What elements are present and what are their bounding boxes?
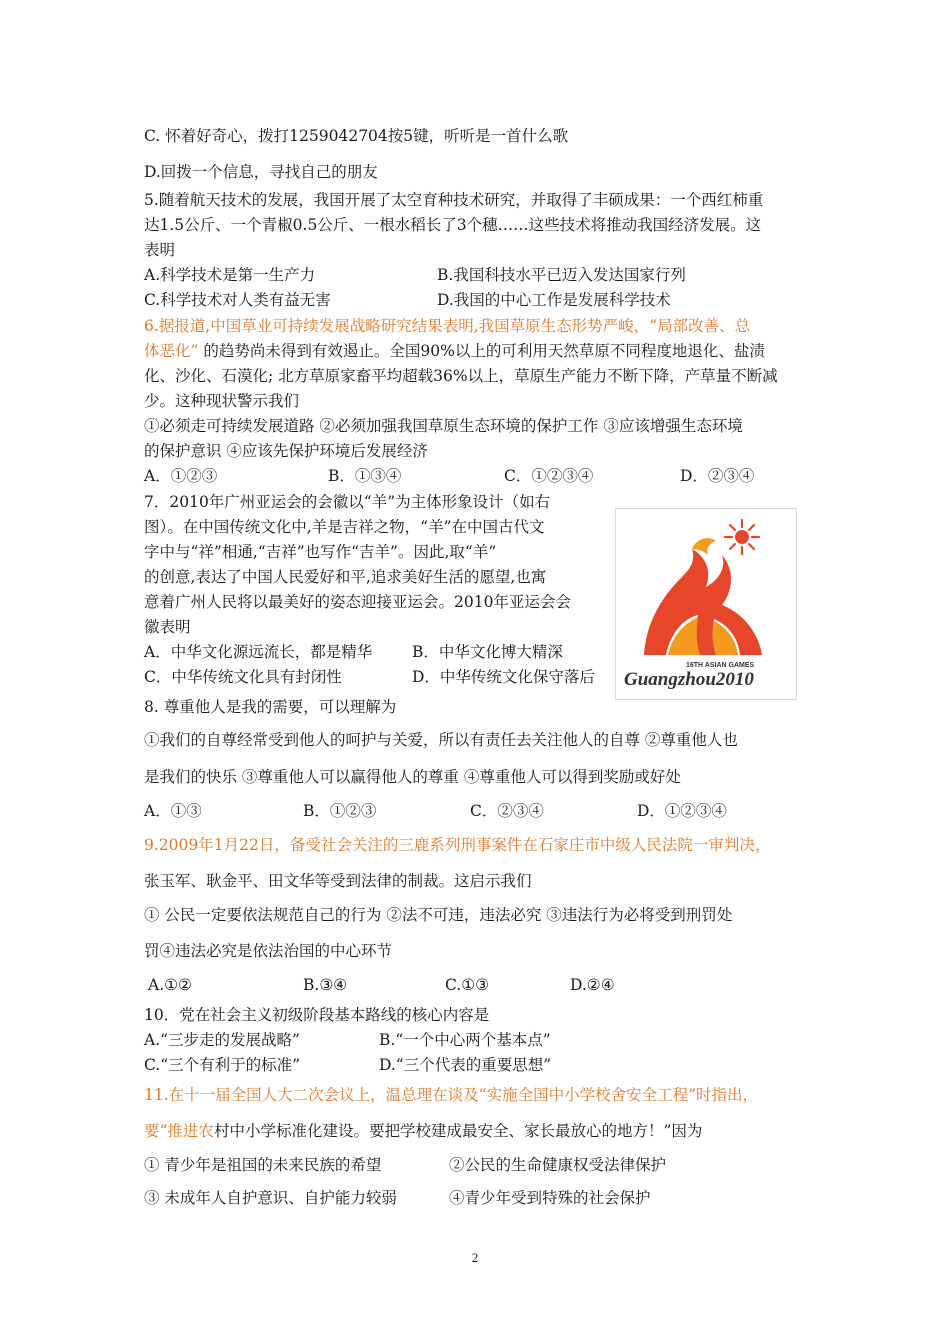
- q6-option-c: C．①②③④: [504, 467, 594, 485]
- q8-option-a: A．①③: [144, 802, 202, 820]
- q9-option-c: C.①③: [445, 976, 490, 994]
- q5-stem-line2: 达1.5公斤、一个青椒0.5公斤、一根水稻长了3个穗……这些技术将推动我国经济发展。这: [144, 216, 762, 234]
- q5-option-d: D.我国的中心工作是发展科学技术: [437, 291, 671, 309]
- logo-caption-main: Guangzhou2010: [624, 669, 754, 690]
- q10-stem: 10．党在社会主义初级阶段基本路线的核心内容是: [144, 1006, 490, 1024]
- q8-statements-line1: ①我们的自尊经常受到他人的呵护与关爱，所以有责任去关注他人的自尊 ②尊重他人也: [144, 731, 738, 749]
- q6-stem-line1: 6.据报道,中国草业可持续发展战略研究结果表明,我国草原生态形势严峻，“局部改善、总: [144, 317, 751, 335]
- q9-statements-line2: 罚④违法必究是依法治国的中心环节: [144, 942, 393, 960]
- q7-stem-line3: 字中与“祥”相通,“吉祥”也写作“吉羊”。因此,取“羊”: [144, 543, 497, 561]
- q9-statements-line1: ① 公民一定要依法规范自己的行为 ②法不可违，违法必究 ③违法行为必将受到刑罚处: [144, 906, 733, 924]
- q6-stem-line2-rest: 的趋势尚未得到有效遏止。全国90%以上的可利用天然草原不同程度地退化、盐渍: [203, 342, 765, 360]
- q11-statement-2: ②公民的生命健康权受法律保护: [449, 1156, 667, 1174]
- q8-stem-line1: 8. 尊重他人是我的需要，可以理解为: [144, 698, 397, 716]
- q7-option-b: B．中华文化博大精深: [412, 643, 563, 661]
- q8-option-c: C．②③④: [470, 802, 544, 820]
- q10-option-c: C.“三个有利于的标准”: [144, 1056, 301, 1074]
- q6-stem-line2: [144, 341, 765, 361]
- q5-option-c: C.科学技术对人类有益无害: [144, 291, 331, 309]
- goat-emblem-icon: [616, 509, 796, 699]
- q9-option-b: B.③④: [303, 976, 348, 994]
- asian-games-logo: [615, 508, 797, 700]
- q5-stem-line1: 5.随着航天技术的发展，我国开展了太空育种技术研究，并取得了丰硕成果：一个西红柿重: [144, 191, 764, 209]
- q9-option-a: A.①②: [148, 976, 192, 994]
- q4-option-d: D.回拨一个信息，寻找自己的朋友: [144, 163, 378, 181]
- logo-caption-top: 16TH ASIAN GAMES: [686, 662, 755, 669]
- q11-stem-line1: 11.在十一届全国人大二次会议上，温总理在谈及“实施全国中小学校舍安全工程”时指出，: [144, 1086, 759, 1104]
- q8-option-b: B．①②③: [303, 802, 377, 820]
- q6-option-a: A．①②③: [144, 467, 218, 485]
- q8-statements-line2: 是我们的快乐 ③尊重他人可以赢得他人的尊重 ④尊重他人可以得到奖励或好处: [144, 768, 681, 786]
- q7-option-d: D．中华传统文化保守落后: [412, 668, 595, 686]
- q8-option-d: D．①②③④: [637, 802, 727, 820]
- q11-statement-3: ③ 未成年人自护意识、自护能力较弱: [144, 1189, 397, 1207]
- q7-stem-line4: 的创意,表达了中国人民爱好和平,追求美好生活的愿望,也寓: [144, 568, 547, 586]
- q9-option-d: D.②④: [570, 976, 615, 994]
- q11-stem-line2-rest: 村中小学标准化建设。要把学校建成最安全、家长最放心的地方！”因为: [213, 1122, 703, 1140]
- q7-option-a: A．中华文化源远流长，都是精华: [144, 643, 373, 661]
- q5-option-b: B.我国科技水平已迈入发达国家行列: [437, 266, 686, 284]
- page-number: 2: [471, 1250, 479, 1265]
- q6-highlight: 体恶化”: [144, 342, 199, 360]
- q5-option-a: A.科学技术是第一生产力: [144, 266, 316, 284]
- q10-option-b: B.“一个中心两个基本点”: [379, 1031, 551, 1049]
- q9-stem-line1: 9.2009年1月22日，备受社会关注的三鹿系列刑事案件在石家庄市中级人民法院一审判决，: [144, 836, 771, 854]
- q9-stem-line2: 张玉军、耿金平、田文华等受到法律的制裁。这启示我们: [144, 872, 532, 890]
- q7-stem-line6: 徽表明: [144, 618, 191, 636]
- q5-stem-line3: 表明: [144, 241, 176, 259]
- q11-highlight: 要“推进农: [144, 1122, 214, 1140]
- q7-stem-line2: 图）。在中国传统文化中,羊是吉祥之物，“羊”在中国古代文: [144, 518, 545, 536]
- q6-option-b: B．①③④: [328, 467, 402, 485]
- q4-option-c: C. 怀着好奇心，拨打1259042704按5键，听听是一首什么歌: [144, 127, 569, 145]
- q6-stem-line4: 少。这种现状警示我们: [144, 392, 300, 410]
- q7-stem-line1: 7．2010年广州亚运会的会徽以“羊”为主体形象设计（如右: [144, 493, 551, 511]
- q6-statements-line2: 的保护意识 ④应该先保护环境后发展经济: [144, 442, 428, 460]
- q10-option-d: D.“三个代表的重要思想”: [379, 1056, 552, 1074]
- q6-statements-line1: ①必须走可持续发展道路 ②必须加强我国草原生态环境的保护工作 ③应该增强生态环境: [144, 417, 743, 435]
- q7-option-c: C．中华传统文化具有封闭性: [144, 668, 342, 686]
- q11-statement-4: ④青少年受到特殊的社会保护: [449, 1189, 651, 1207]
- q11-stem-line2: [144, 1121, 702, 1141]
- q6-stem-line3: 化、沙化、石漠化; 北方草原家畜平均超载36%以上，草原生产能力不断下降，产草量不断减: [144, 367, 778, 385]
- q6-option-d: D．②③④: [680, 467, 755, 485]
- q10-option-a: A.“三步走的发展战略”: [144, 1031, 300, 1049]
- q11-statement-1: ① 青少年是祖国的未来民族的希望: [144, 1156, 382, 1174]
- q7-stem-line5: 意着广州人民将以最美好的姿态迎接亚运会。2010年亚运会会: [144, 593, 571, 611]
